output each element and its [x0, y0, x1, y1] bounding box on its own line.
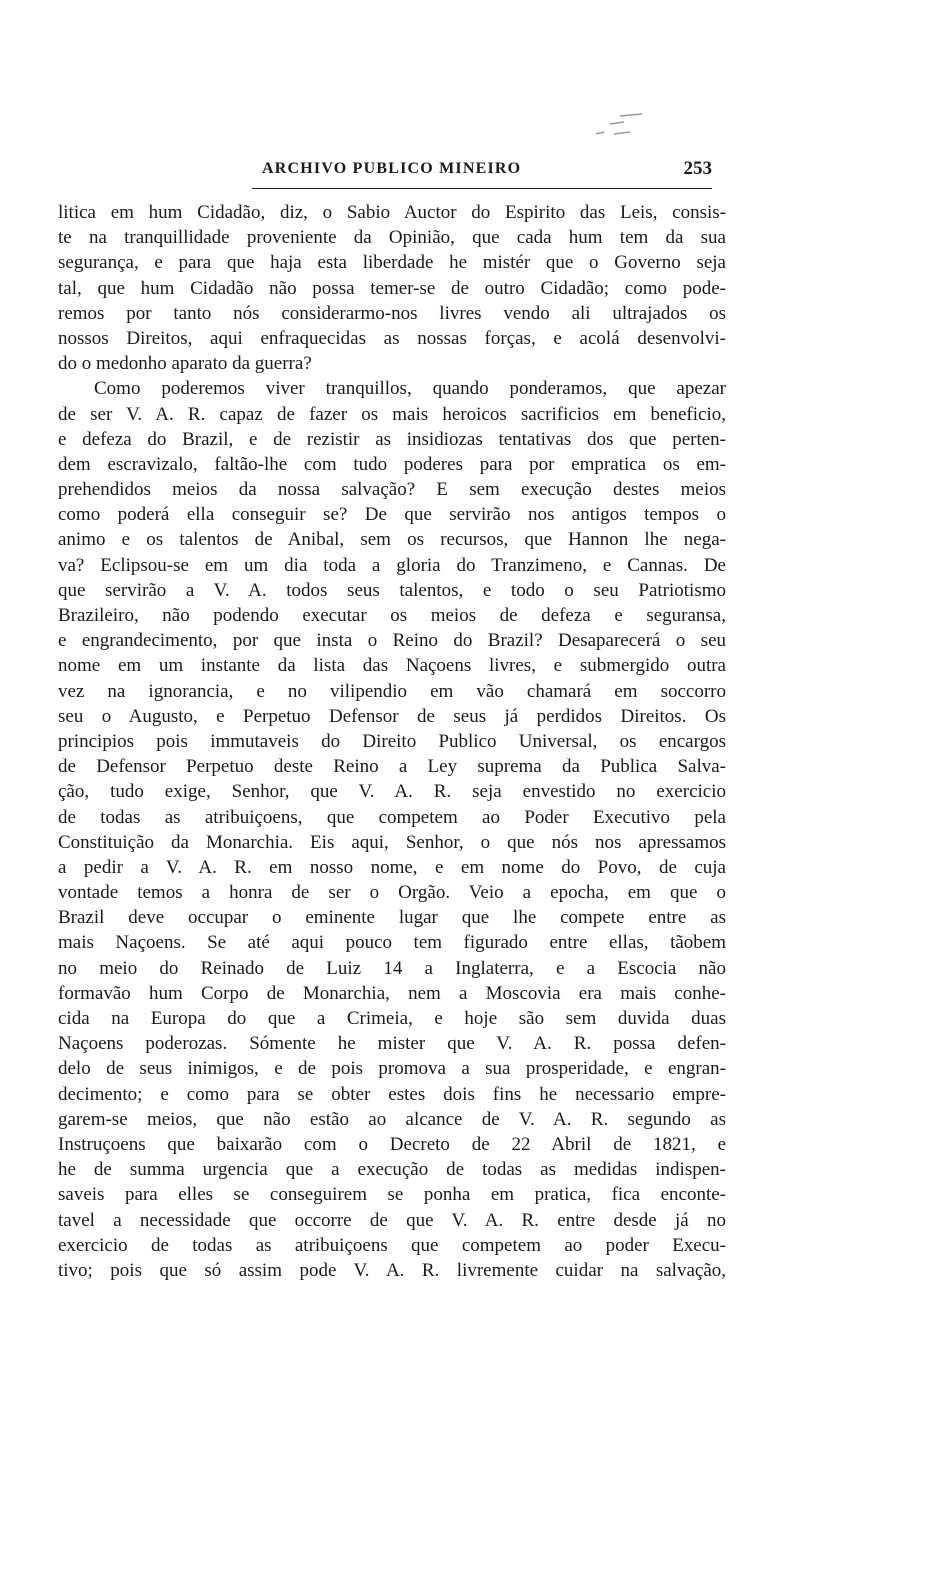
- text-line: nome em um instante da lista das Naçoens livres, e submergido outra: [58, 655, 726, 677]
- text-line: como poderá ella conseguir se? De que servirão nos antigos tempos o: [58, 504, 726, 526]
- text-line: he de summa urgencia que a execução de todas as medidas indispen-: [58, 1159, 726, 1181]
- text-line: Constituição da Monarchia. Eis aqui, Senhor, o que nós nos apressamos: [58, 831, 726, 853]
- body-text: [58, 200, 726, 1283]
- text-line: nossos Direitos, aqui enfraquecidas as nossas forças, e acolá desenvolvi-: [58, 327, 726, 349]
- text-line: Naçoens poderozas. Sómente he mister que V. A. R. possa defen-: [58, 1033, 726, 1055]
- text-line: Brazil deve occupar o eminente lugar que lhe compete entre as: [58, 907, 726, 929]
- text-line: vontade temos a honra de ser o Orgão. Veio a epocha, em que o: [58, 882, 726, 904]
- text-line: e defeza do Brazil, e de rezistir as insidiozas tentativas dos que perten-: [58, 428, 726, 450]
- text-line: va? Eclipsou-se em um dia toda a gloria do Tranzimeno, e Cannas. De: [58, 554, 726, 576]
- header-rule: [252, 188, 712, 189]
- page-number: 253: [683, 158, 712, 179]
- text-line: de ser V. A. R. capaz de fazer os mais heroicos sacrificios em beneficio,: [58, 403, 726, 425]
- text-line: exercicio de todas as atribuiçoens que competem ao poder Execu-: [58, 1234, 726, 1256]
- text-line: e engrandecimento, por que insta o Reino do Brazil? Desaparecerá o seu: [58, 630, 726, 652]
- text-line: que servirão a V. A. todos seus talentos, e todo o seu Patriotismo: [58, 579, 726, 601]
- ink-smudge-mark: [590, 112, 650, 140]
- text-line: tavel a necessidade que occorre de que V. A. R. entre desde já no: [58, 1209, 726, 1231]
- text-line: no meio do Reinado de Luiz 14 a Inglaterra, e a Escocia não: [58, 957, 726, 979]
- text-line: dem escravizalo, faltão-lhe com tudo poderes para por empratica os em-: [58, 453, 726, 475]
- text-line: Brazileiro, não podendo executar os meios de defeza e seguransa,: [58, 605, 726, 626]
- text-line: garem-se meios, que não estão ao alcance de V. A. R. segundo as: [58, 1108, 726, 1130]
- text-line: mais Naçoens. Se até aqui pouco tem figurado entre ellas, tãobem: [58, 932, 726, 954]
- text-line: formavão hum Corpo de Monarchia, nem a Moscovia era mais conhe-: [58, 982, 726, 1004]
- text-line: decimento; e como para se obter estes dois fins he necessario empre-: [58, 1083, 726, 1105]
- text-line: de Defensor Perpetuo deste Reino a Ley suprema da Publica Salva-: [58, 756, 726, 778]
- text-line: a pedir a V. A. R. em nosso nome, e em nome do Povo, de cuja: [58, 856, 726, 878]
- text-line: remos por tanto nós considerarmo-nos livres vendo ali ultrajados os: [58, 302, 726, 324]
- text-line: tal, que hum Cidadão não possa temer-se de outro Cidadão; como pode-: [58, 277, 726, 299]
- text-line: animo e os talentos de Anibal, sem os recursos, que Hannon lhe nega-: [58, 529, 726, 551]
- text-line: Instruçoens que baixarão com o Decreto de 22 Abril de 1821, e: [58, 1133, 726, 1155]
- text-line: prehendidos meios da nossa salvação? E sem execução destes meios: [58, 479, 726, 501]
- text-line: saveis para elles se conseguirem se ponha em pratica, fica enconte-: [58, 1184, 726, 1206]
- text-line: do o medonho aparato da guerra?: [58, 353, 312, 375]
- text-line: litica em hum Cidadão, diz, o Sabio Auctor do Espirito das Leis, consis-: [58, 202, 726, 223]
- running-head: ARCHIVO PUBLICO MINEIRO: [262, 160, 522, 177]
- text-line: ção, tudo exige, Senhor, que V. A. R. seja envestido no exercicio: [58, 781, 726, 803]
- text-line: principios pois immutaveis do Direito Publico Universal, os encargos: [58, 730, 726, 752]
- text-line: seu o Augusto, e Perpetuo Defensor de seus já perdidos Direitos. Os: [58, 705, 726, 727]
- text-line: tivo; pois que só assim pode V. A. R. livremente cuidar na salvação,: [58, 1259, 726, 1281]
- text-line: te na tranquillidade proveniente da Opinião, que cada hum tem da sua: [58, 227, 726, 249]
- page-header: [252, 158, 712, 184]
- text-line: delo de seus inimigos, e de pois promova a sua prosperidade, e engran-: [58, 1058, 726, 1080]
- text-line: vez na ignorancia, e no vilipendio em vão chamará em soccorro: [58, 680, 726, 702]
- text-line: Como poderemos viver tranquillos, quando ponderamos, que apezar: [94, 378, 726, 400]
- text-line: cida na Europa do que a Crimeia, e hoje são sem duvida duas: [58, 1008, 726, 1029]
- text-line: de todas as atribuiçoens, que competem ao Poder Executivo pela: [58, 806, 726, 828]
- text-line: segurança, e para que haja esta liberdade he mistér que o Governo seja: [58, 252, 726, 274]
